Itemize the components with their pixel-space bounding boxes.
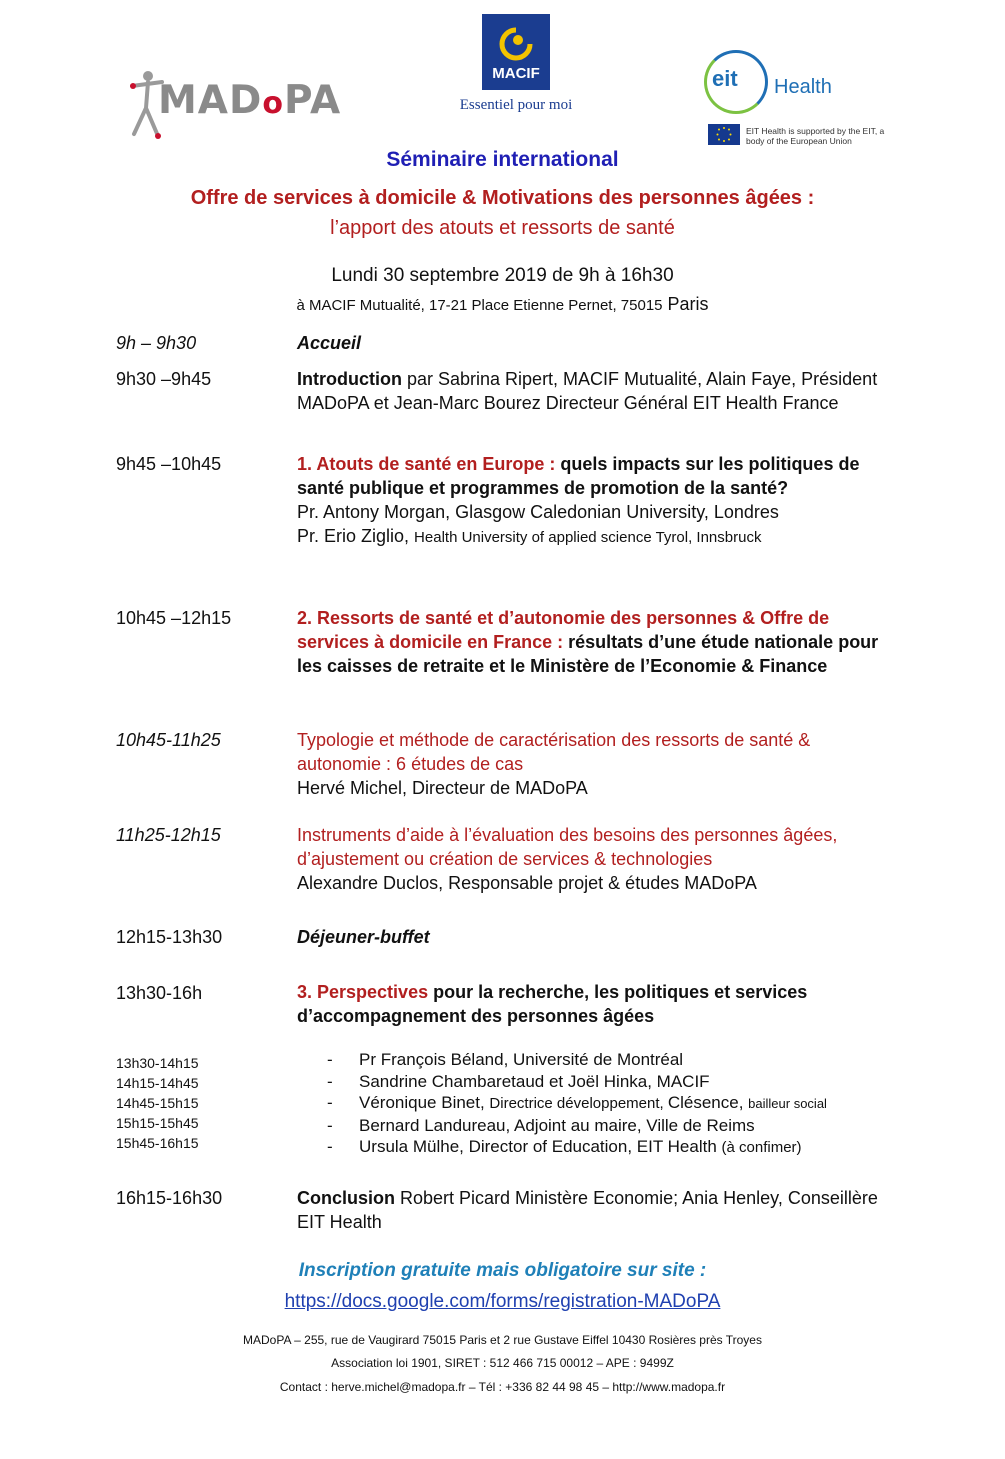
eu-flag-icon (708, 124, 740, 145)
event-date: Lundi 30 septembre 2019 de 9h à 16h30 (331, 265, 674, 286)
subtime-3: 14h45-15h15 (116, 1095, 199, 1111)
session2a-item: Typologie et méthode de caractérisation des ressorts de santé & autonomie : 6 études de cas Hervé Michel, Directeur de MADoPA (297, 730, 811, 798)
speaker-row: - Véronique Binet, Directrice développement, Clésence, bailleur social (327, 1093, 827, 1112)
macif-emblem-icon (482, 18, 550, 68)
macif-logo (482, 14, 550, 90)
speaker-row: - Ursula Mülhe, Director of Education, EIT Health (à confimer) (327, 1137, 802, 1156)
macif-wordmark: MACIF (492, 65, 540, 82)
madopa-wordmark: MADoPA (158, 78, 342, 123)
session2b-item: Instruments d’aide à l’évaluation des besoins des personnes âgées, d’ajustement ou création de services & technologies Alexandre Duclos, Responsable projet & études MADoPA (297, 825, 838, 893)
session3-subtimes (116, 1053, 199, 1153)
accueil-label: Accueil (297, 333, 362, 353)
event-place: à MACIF Mutualité, 17-21 Place Etienne Pernet, 75015 Paris (296, 294, 709, 314)
seminar-title: Séminaire international (386, 148, 619, 171)
subtime-1: 13h30-14h15 (116, 1055, 199, 1071)
accueil-time: 9h – 9h30 (116, 333, 197, 353)
eit-health-text: Health (774, 76, 832, 98)
subtime-4: 15h15-15h45 (116, 1115, 199, 1131)
seminar-subtitle: Offre de services à domicile & Motivations des personnes âgées : (190, 187, 815, 209)
registration-note: Inscription gratuite mais obligatoire sur site : (298, 1260, 707, 1281)
lunch-time: 12h15-13h30 (116, 927, 223, 947)
speaker-row: - Pr François Béland, Université de Montréal (327, 1050, 684, 1069)
macif-tagline: Essentiel pour moi (459, 97, 573, 113)
eu-support-note: EIT Health is supported by the EIT, a body of the European Union (746, 126, 885, 146)
subtime-2: 14h15-14h45 (116, 1075, 199, 1091)
footer-address: MADoPA – 255, rue de Vaugirard 75015 Paris et 2 rue Gustave Eiffel 10430 Rosières près Troyes (243, 1333, 762, 1347)
session2b-time: 11h25-12h15 (116, 825, 221, 845)
session2-item: 2. Ressorts de santé et d’autonomie des personnes & Offre de services à domicile en France : résultats d’une étude nationale pour les caisses de retraite et le Ministère de l’Economie & Finance (297, 608, 879, 676)
session2-time: 10h45 –12h15 (116, 608, 232, 628)
session1-item: 1. Atouts de santé en Europe : quels impacts sur les politiques de santé publique et programmes de promotion de la santé? Pr. Antony Morgan, Glasgow Caledonian University, Londres Pr. Erio Ziglio, Health University of applied science Tyrol, Innsbruck (297, 454, 860, 546)
session3-speakers (327, 1049, 827, 1159)
session1-time: 9h45 –10h45 (116, 454, 222, 474)
speaker-row: - Bernard Landureau, Adjoint au maire, Ville de Reims (327, 1115, 755, 1135)
intro-item: Introduction par Sabrina Ripert, MACIF Mutualité, Alain Faye, Président MADoPA et Jean-Marc Bourez Directeur Général EIT Health France (297, 369, 878, 413)
speaker-row: - Sandrine Chambaretaud et Joël Hinka, MACIF (327, 1071, 710, 1091)
seminar-subtitle-2: l’apport des atouts et ressorts de santé (330, 217, 675, 239)
eit-text: eit (712, 66, 738, 91)
session3-item: 3. Perspectives pour la recherche, les politiques et services d’accompagnement des personnes âgées (297, 982, 808, 1026)
eit-health-logo (704, 50, 904, 150)
session2a-time: 10h45-11h25 (116, 730, 221, 750)
subtime-5: 15h45-16h15 (116, 1135, 199, 1151)
registration-link[interactable]: https://docs.google.com/forms/registration-MADoPA (284, 1291, 721, 1312)
footer-contact: Contact : herve.michel@madopa.fr – Tél : +336 82 44 98 45 – http://www.madopa.fr (279, 1380, 726, 1394)
intro-time: 9h30 –9h45 (116, 369, 212, 389)
conclusion-item: Conclusion Robert Picard Ministère Economie; Ania Henley, Conseillère EIT Health (297, 1188, 878, 1232)
footer-legal: Association loi 1901, SIRET : 512 466 715 00012 – APE : 9499Z (331, 1356, 674, 1370)
madopa-logo (128, 68, 342, 140)
lunch-label: Déjeuner-buffet (297, 927, 430, 947)
conclusion-time: 16h15-16h30 (116, 1188, 223, 1208)
session3-time: 13h30-16h (116, 983, 203, 1003)
